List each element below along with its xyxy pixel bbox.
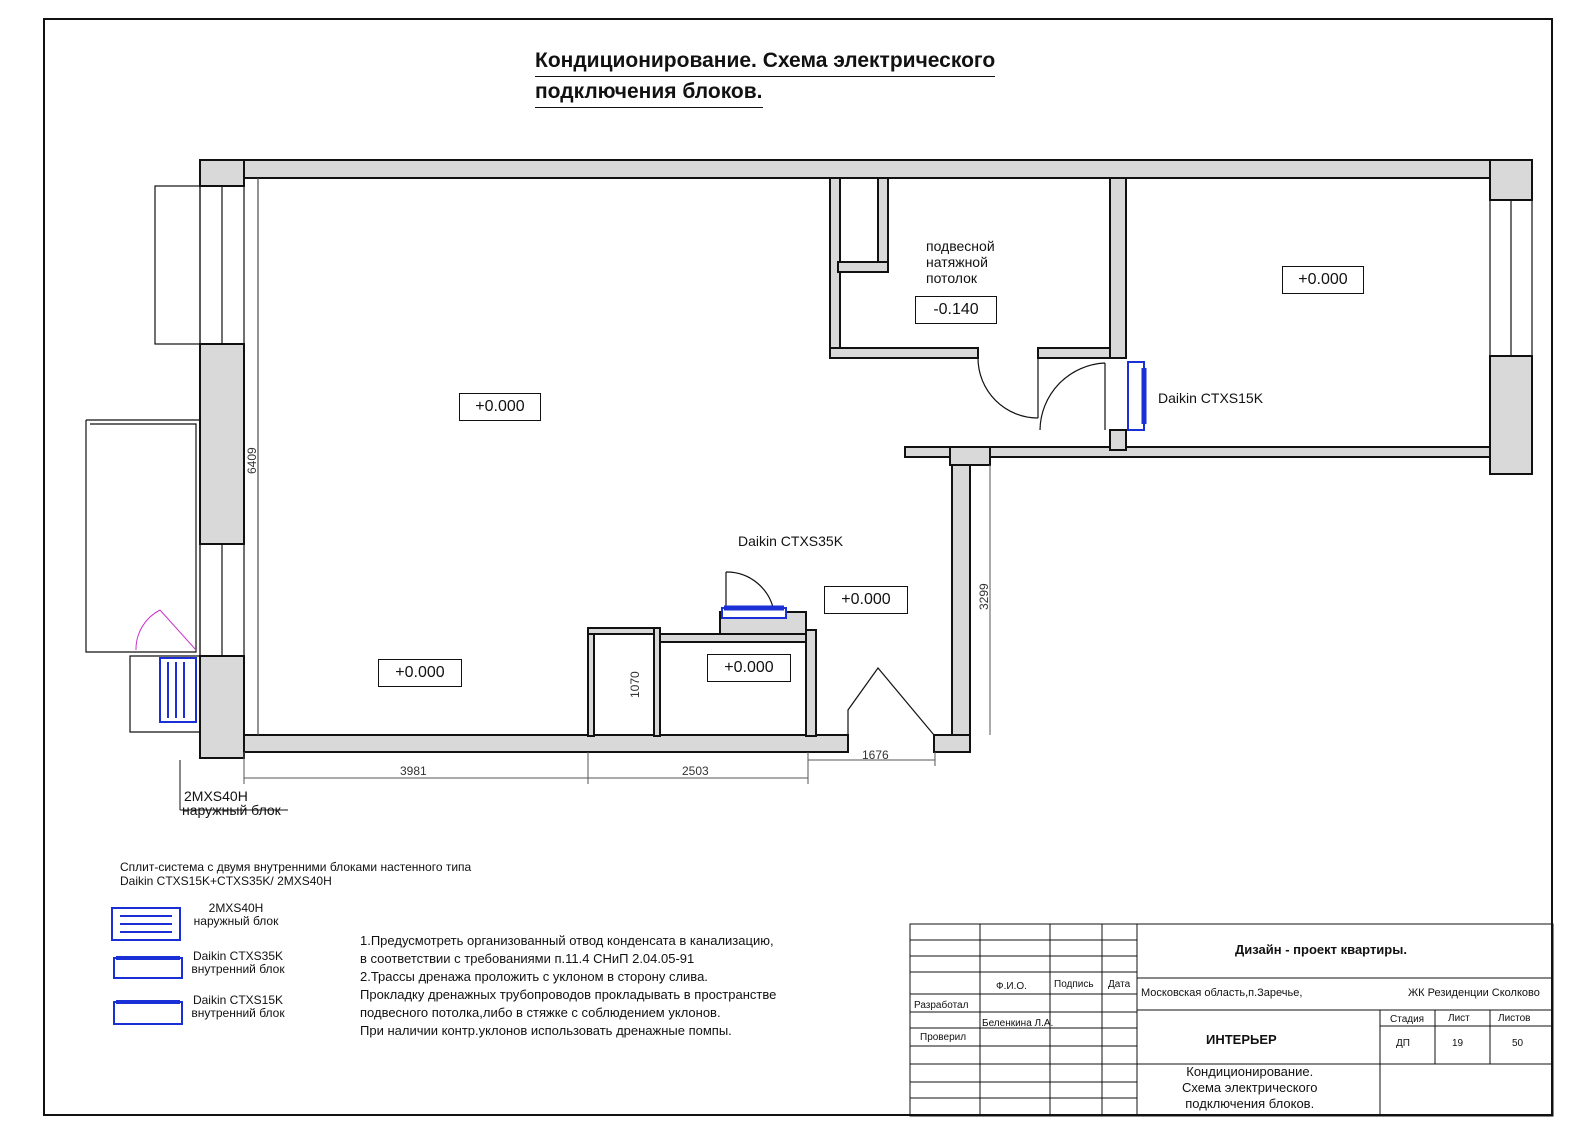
label-ctxs35k: Daikin CTXS35K bbox=[738, 533, 844, 549]
tb-sheet-title-1: Кондиционирование. bbox=[1186, 1064, 1314, 1079]
legend-ctxs15k-symbol bbox=[114, 1002, 182, 1024]
note-line: Прокладку дренажных трубопроводов прокладывать в пространстве bbox=[360, 987, 777, 1002]
wall-bath-bottom bbox=[830, 348, 978, 358]
tb-sheet: 19 bbox=[1452, 1038, 1464, 1049]
legend-outdoor-type: наружный блок bbox=[193, 914, 279, 928]
wall-wc-left bbox=[588, 628, 594, 736]
dim-2503: 2503 bbox=[682, 764, 709, 778]
title-line-2: подключения блоков. bbox=[535, 77, 763, 108]
tb-developed: Разработал bbox=[914, 1000, 969, 1011]
ceiling-note-1: подвесной bbox=[926, 238, 995, 254]
legend-item-ctxs15k bbox=[188, 994, 288, 1020]
legend-ctxs35k-type: внутренний блок bbox=[191, 962, 285, 976]
tb-sheet-title-3: подключения блоков. bbox=[1185, 1096, 1315, 1111]
wall-left-bottom bbox=[200, 656, 244, 758]
tb-col-date: Дата bbox=[1108, 979, 1131, 990]
level-hall: +0.000 bbox=[824, 586, 908, 614]
tb-location: Московская область,п.Заречье, bbox=[1141, 987, 1303, 999]
wall-left-mid bbox=[200, 344, 244, 544]
tb-sheet-title bbox=[1182, 1064, 1317, 1112]
legend-item-outdoor bbox=[186, 902, 286, 928]
wall-shaft bbox=[878, 178, 888, 270]
dim-3299: 3299 bbox=[977, 583, 991, 610]
legend-ctxs35k-name: Daikin CTXS35K bbox=[192, 949, 284, 963]
note-line: в соответствии с требованиями п.11.4 СНиП 2.04.05-91 bbox=[360, 951, 695, 966]
unit-outdoor bbox=[160, 658, 196, 722]
wall-corridor-end bbox=[934, 735, 970, 752]
dim-6409: 6409 bbox=[245, 447, 259, 474]
label-outdoor-model: 2MXS40H bbox=[184, 788, 248, 804]
ceiling-note-2: натяжной bbox=[926, 254, 988, 270]
label-ctxs15k: Daikin CTXS15K bbox=[1158, 390, 1264, 406]
level-kitchen: +0.000 bbox=[378, 659, 462, 687]
legend-symbols bbox=[112, 908, 182, 1024]
notes-block bbox=[360, 932, 776, 1040]
note-line: 1.Предусмотреть организованный отвод конденсата в канализацию, bbox=[360, 933, 774, 948]
legend-heading-1: Сплит-система с двумя внутренними блоками настенного типа bbox=[120, 860, 472, 874]
level-closet: +0.000 bbox=[707, 654, 791, 682]
wall-corridor-notch bbox=[950, 447, 990, 465]
note-line: 2.Трассы дренажа проложить с уклоном в сторону слива. bbox=[360, 969, 708, 984]
tb-stage-label: Стадия bbox=[1390, 1014, 1425, 1025]
title-block bbox=[910, 924, 1553, 1116]
tb-developer-name: Беленкина Л.А. bbox=[982, 1018, 1054, 1029]
legend-outdoor-name: 2MXS40H bbox=[208, 901, 264, 915]
tb-sheets-label: Листов bbox=[1498, 1013, 1531, 1024]
legend-ctxs15k-type: внутренний блок bbox=[191, 1006, 285, 1020]
wall-wc-top bbox=[588, 628, 654, 634]
ceiling-note bbox=[926, 238, 995, 286]
loggia-door-swing bbox=[136, 610, 160, 650]
wall-bath-right-low bbox=[1110, 430, 1126, 450]
level-bath: -0.140 bbox=[915, 296, 997, 324]
wall-right-bottom bbox=[1490, 356, 1532, 474]
tb-checked: Проверил bbox=[920, 1032, 967, 1043]
tb-stage: ДП bbox=[1396, 1038, 1410, 1049]
wall-bath-right bbox=[1110, 178, 1126, 358]
wall-closet-right bbox=[806, 630, 816, 736]
dim-1676: 1676 bbox=[862, 748, 889, 762]
wall-wc-right bbox=[654, 628, 660, 736]
wall-bath-bottom-right bbox=[1038, 348, 1110, 358]
tb-project: Дизайн - проект квартиры. bbox=[1235, 942, 1407, 957]
wall-corridor-left bbox=[952, 465, 970, 752]
tb-col-sign: Подпись bbox=[1054, 979, 1094, 990]
tb-sheet-label: Лист bbox=[1448, 1013, 1470, 1024]
tb-sheet-title-2: Схема электрического bbox=[1182, 1080, 1318, 1095]
dim-1070: 1070 bbox=[628, 671, 642, 698]
note-line: подвесного потолка,либо в стяжке с соблюдением уклонов. bbox=[360, 1005, 721, 1020]
note-line: При наличии контр.уклонов использовать дренажные помпы. bbox=[360, 1023, 732, 1038]
level-bedroom: +0.000 bbox=[1282, 266, 1364, 294]
tb-complex: ЖК Резиденции Сколково bbox=[1408, 987, 1540, 999]
legend-item-ctxs35k bbox=[188, 950, 288, 976]
ac-units bbox=[160, 362, 1144, 722]
tb-sheets: 50 bbox=[1512, 1038, 1524, 1049]
wall-corridor-top bbox=[905, 447, 1490, 457]
ceiling-note-3: потолок bbox=[926, 270, 978, 286]
level-main: +0.000 bbox=[459, 393, 541, 421]
legend-ctxs15k-name: Daikin CTXS15K bbox=[192, 993, 284, 1007]
tb-col-fio: Ф.И.О. bbox=[996, 981, 1027, 992]
legend-ctxs35k-symbol bbox=[114, 958, 182, 978]
title-line-1: Кондиционирование. Схема электрического bbox=[535, 46, 995, 77]
wall-top bbox=[244, 160, 1490, 178]
wall-right-top bbox=[1490, 160, 1532, 200]
wall-closet-top bbox=[660, 634, 806, 642]
wall-left-top bbox=[200, 160, 244, 186]
tb-section: ИНТЕРЬЕР bbox=[1206, 1032, 1277, 1047]
dim-3981: 3981 bbox=[400, 764, 427, 778]
wall-bottom bbox=[244, 735, 848, 752]
legend-heading-2: Daikin CTXS15K+CTXS35K/ 2MXS40H bbox=[120, 874, 332, 888]
wall-shaft-bottom bbox=[838, 262, 888, 272]
label-outdoor-type: наружный блок bbox=[182, 802, 281, 818]
